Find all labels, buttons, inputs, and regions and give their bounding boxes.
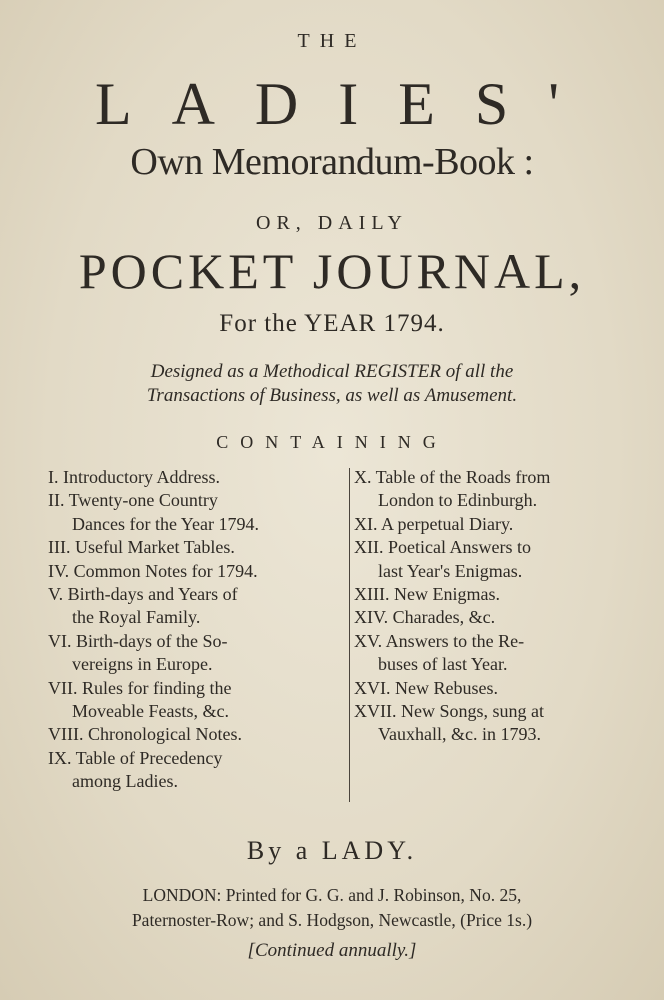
title-year: For the YEAR 1794. xyxy=(219,310,445,337)
contents-left-column xyxy=(48,466,344,794)
contents-right-column xyxy=(354,466,644,747)
contents-item: XV. Answers to the Re- xyxy=(354,630,525,651)
contents-item: IX. Table of Precedency xyxy=(48,747,223,768)
contents-item: II. Twenty-one Country xyxy=(48,490,218,511)
contents-item: vereigns in Europe. xyxy=(72,654,213,675)
contents-item: XII. Poetical Answers to xyxy=(354,537,531,558)
contents-item: buses of last Year. xyxy=(378,654,508,675)
contents-item: I. Introductory Address. xyxy=(48,467,220,487)
contents-item: VIII. Chronological Notes. xyxy=(48,724,242,745)
contents-item: among Ladies. xyxy=(72,771,178,792)
title-the: THE xyxy=(297,30,367,52)
title-or-daily: OR, DAILY xyxy=(256,212,408,234)
title-own-memorandum-book: Own Memorandum-Book : xyxy=(130,141,534,183)
subtitle-designed xyxy=(0,360,664,408)
contents-item: XVI. New Rebuses. xyxy=(354,677,498,698)
contents-item: IV. Common Notes for 1794. xyxy=(48,560,258,581)
byline: By a LADY. xyxy=(246,836,418,865)
continued-annually: [Continued annually.] xyxy=(247,940,417,961)
contents-item: V. Birth-days and Years of xyxy=(48,584,238,605)
title-ladies: LADIES' xyxy=(94,71,600,137)
contents-item: last Year's Enigmas. xyxy=(378,560,523,581)
contents-item: the Royal Family. xyxy=(72,607,201,628)
contents-item: III. Useful Market Tables. xyxy=(48,537,235,558)
column-divider xyxy=(349,468,350,802)
imprint-line-1: LONDON: Printed for G. G. and J. Robinson, No. 25, xyxy=(142,885,522,905)
imprint-line-2: Paternoster-Row; and S. Hodgson, Newcastle, (Price 1s.) xyxy=(131,910,533,930)
contents-item: XIII. New Enigmas. xyxy=(354,584,500,605)
contents-item: XI. A perpetual Diary. xyxy=(354,513,514,534)
subtitle-line-1: Designed as a Methodical REGISTER of all the xyxy=(150,361,514,382)
contents-item: Dances for the Year 1794. xyxy=(72,513,259,534)
containing-heading: CONTAINING xyxy=(216,432,448,452)
contents-item: Vauxhall, &c. in 1793. xyxy=(378,724,541,745)
contents-item: VI. Birth-days of the So- xyxy=(48,630,228,651)
imprint xyxy=(0,883,664,933)
title-pocket-journal: POCKET JOURNAL, xyxy=(78,243,586,299)
contents-item: VII. Rules for finding the xyxy=(48,677,232,698)
contents-item: X. Table of the Roads from xyxy=(354,467,551,487)
contents-item: London to Edinburgh. xyxy=(378,490,538,511)
contents-item: XVII. New Songs, sung at xyxy=(354,701,544,722)
contents-item: XIV. Charades, &c. xyxy=(354,607,496,628)
subtitle-line-2: Transactions of Business, as well as Amusement. xyxy=(146,385,518,406)
contents-item: Moveable Feasts, &c. xyxy=(72,701,229,722)
